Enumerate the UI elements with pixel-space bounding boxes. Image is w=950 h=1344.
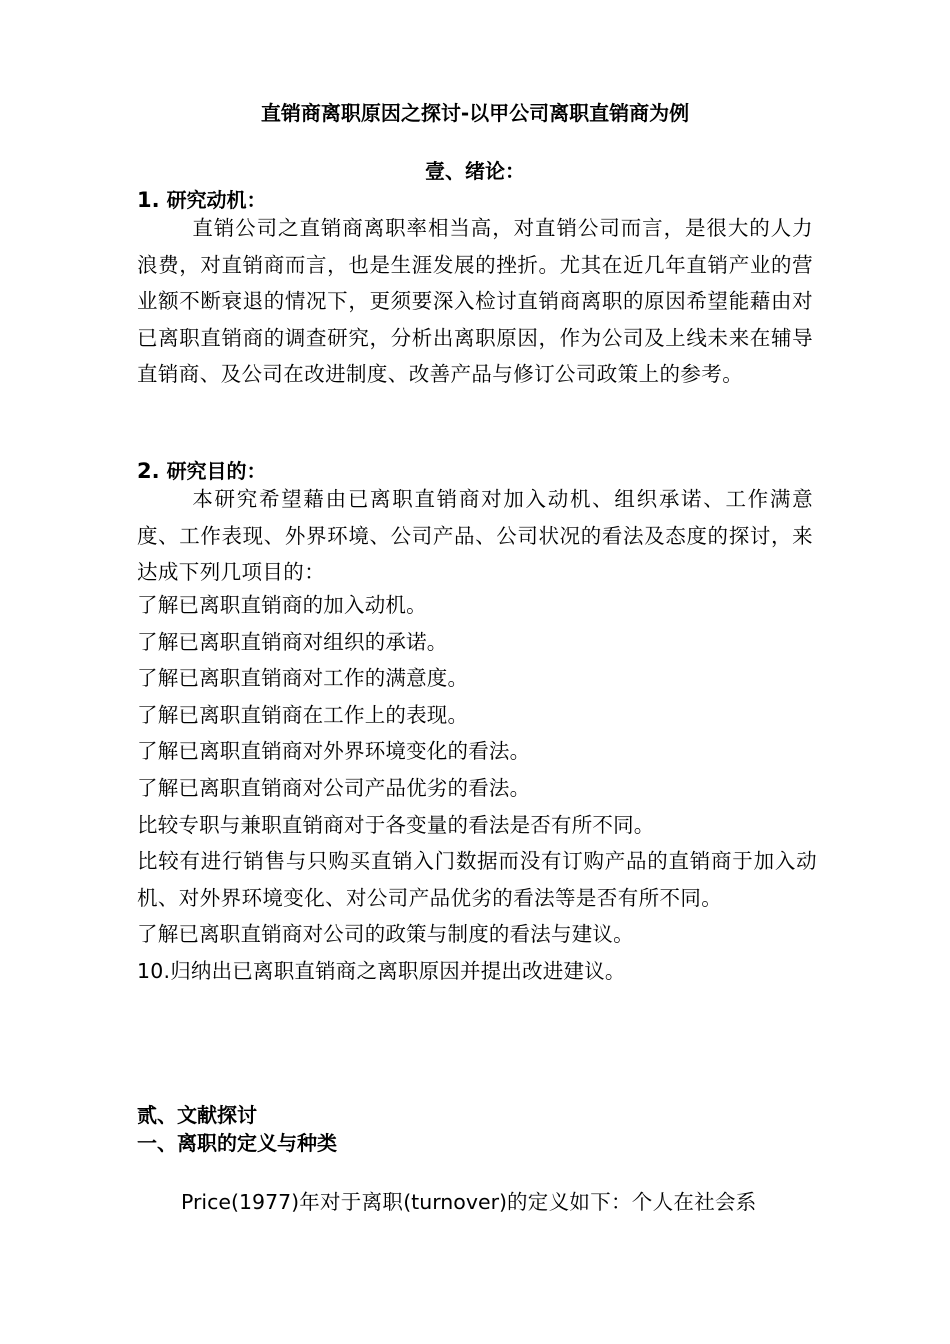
objective-item: 了解已离职直销商的加入动机。 [137, 593, 427, 617]
section-heading-literature-review: 贰、文献探讨 [137, 1103, 257, 1127]
section-heading-introduction: 壹、绪论： [425, 159, 525, 183]
objective-item: 了解已离职直销商在工作上的表现。 [137, 702, 469, 727]
objective-item: 了解已离职直销商对工作的满意度。 [137, 666, 469, 691]
text-segment: 年对于离职 [299, 1190, 404, 1214]
document-title: 直销商离职原因之探讨-以甲公司离职直销商为例 [260, 101, 690, 125]
paragraph-research-motivation: 直销公司之直销商离职率相当高，对直销公司而言，是很大的人力浪费，对直销商而言，也是生涯发展的挫折。尤其在近几年直销产业的营业额不断衰退的情况下，更须要深入检讨直销商离职的原因希望能藉由对已离职直销商的调查研究，分析出离职原因，作为公司及上线未来在辅导直销商、及公司在改进制度、改善产品与修订公司政策上的参考。 [137, 216, 813, 387]
objective-item: 比较有进行销售与只购买直销入门数据而没有订购产品的直销商于加入动机、对外界环境变化、对公司产品优劣的看法等是否有所不同。 [137, 849, 817, 910]
text-segment: 的定义如下：个人在社会系 [507, 1190, 757, 1214]
objectives-list [137, 587, 817, 990]
subheading-label: 研究目的： [166, 459, 267, 483]
objective-text: 归纳出已离职直销商之离职原因并提出改进建议。 [170, 958, 626, 983]
subheading-label: 研究动机： [166, 188, 267, 212]
objective-item-10 [137, 953, 817, 990]
subheading-number: 1. [137, 188, 160, 212]
citation-author: Price(1977) [181, 1190, 300, 1214]
objective-item: 了解已离职直销商对公司的政策与制度的看法与建议。 [137, 922, 634, 947]
subheading-turnover-definition: 一、离职的定义与种类 [137, 1131, 337, 1155]
term-turnover: (turnover) [403, 1190, 507, 1214]
subheading-number: 2. [137, 459, 160, 483]
paragraph-research-purpose: 本研究希望藉由已离职直销商对加入动机、组织承诺、工作满意度、工作表现、外界环境、公司产品、公司状况的看法及态度的探讨，来达成下列几项目的： [137, 487, 813, 585]
objective-number: 10. [137, 958, 171, 983]
paragraph-price-definition [181, 1184, 757, 1220]
objective-item: 了解已离职直销商对外界环境变化的看法。 [137, 739, 531, 764]
objective-item: 了解已离职直销商对公司产品优劣的看法。 [137, 775, 531, 800]
objective-item: 了解已离职直销商对组织的承诺。 [137, 629, 448, 654]
objective-item: 比较专职与兼职直销商对于各变量的看法是否有所不同。 [137, 812, 655, 837]
